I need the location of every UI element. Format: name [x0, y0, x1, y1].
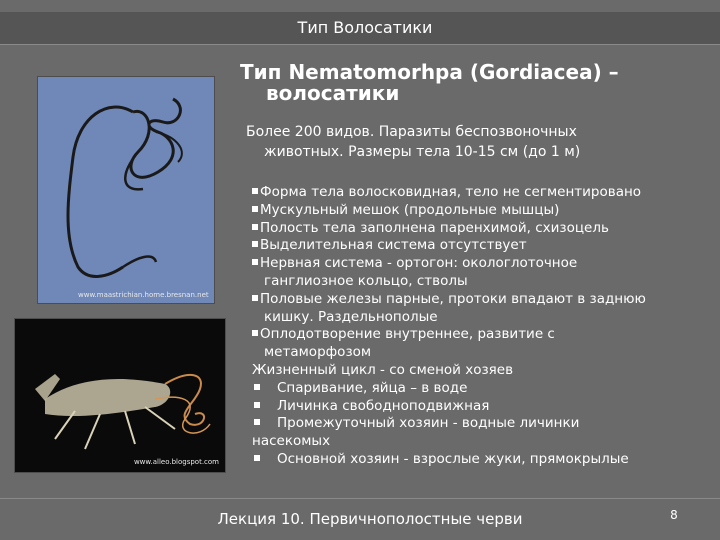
bullet-item: Нервная система - ортогон: окологлоточное — [252, 255, 714, 273]
bullet-item: Полость тела заполнена паренхимой, схизоцель — [252, 220, 714, 238]
bullet-square-icon — [254, 419, 260, 425]
bullet-square-icon — [254, 384, 260, 390]
bullet-continuation: ганглиозное кольцо, стволы — [264, 272, 468, 289]
bullet-item: Мускульный мешок (продольные мышцы) — [252, 202, 714, 220]
bullet-item: Выделительная система отсутствует — [252, 237, 714, 255]
bullet-continuation: кишку. Раздельнополые — [264, 308, 438, 325]
lifecycle-continuation: насекомых — [252, 433, 331, 450]
bullet-item: Половые железы парные, протоки впадают в заднюю — [252, 291, 714, 309]
bullet-item: Форма тела волосковидная, тело не сегментировано — [252, 184, 714, 202]
photo-credit-2: www.alleo.blogspot.com — [133, 458, 219, 466]
photo-credit-1: www.maastrichian.home.bresnan.net — [78, 291, 209, 299]
intro-line1: Более 200 видов. Паразиты беспозвоночных — [246, 124, 577, 140]
bullet-item: Оплодотворение внутреннее, развитие с — [252, 326, 714, 344]
bullet-square-icon — [252, 224, 258, 230]
page-number: 8 — [670, 508, 678, 522]
footer-divider — [0, 498, 720, 499]
intro-line2: животных. Размеры тела 10-15 см (до 1 м) — [264, 144, 581, 160]
lifecycle-item: Спаривание, яйца – в воде — [252, 380, 714, 398]
bullet-square-icon — [252, 188, 258, 194]
slide-title-line2: волосатики — [266, 81, 400, 105]
bullet-square-icon — [254, 455, 260, 461]
intro-text — [246, 122, 706, 162]
bullet-list — [252, 184, 714, 469]
header-title: Тип Волосатики — [297, 18, 433, 37]
bullet-square-icon — [252, 259, 258, 265]
bullet-square-icon — [252, 330, 258, 336]
cricket-illustration — [15, 319, 225, 472]
footer-lecture-title: Лекция 10. Первичнополостные черви — [217, 510, 523, 528]
cricket-with-worm-photo — [14, 318, 226, 473]
lifecycle-item: Основной хозяин - взрослые жуки, прямокрылые — [252, 451, 714, 469]
bullet-continuation: метаморфозом — [264, 344, 372, 361]
horsehair-worm-photo — [37, 76, 215, 304]
lifecycle-heading: Жизненный цикл - со сменой хозяев — [252, 361, 514, 378]
worm-illustration — [38, 77, 214, 303]
bullet-square-icon — [252, 241, 258, 247]
slide-title-line1: Тип Nematomorhpa (Gordiacea) – — [240, 60, 619, 84]
lifecycle-item: Личинка свободноподвижная — [252, 398, 714, 416]
lifecycle-item: Промежуточный хозяин - водные личинки — [252, 415, 714, 433]
bullet-square-icon — [252, 206, 258, 212]
slide-title — [240, 62, 710, 104]
bullet-square-icon — [252, 295, 258, 301]
bullet-square-icon — [254, 402, 260, 408]
